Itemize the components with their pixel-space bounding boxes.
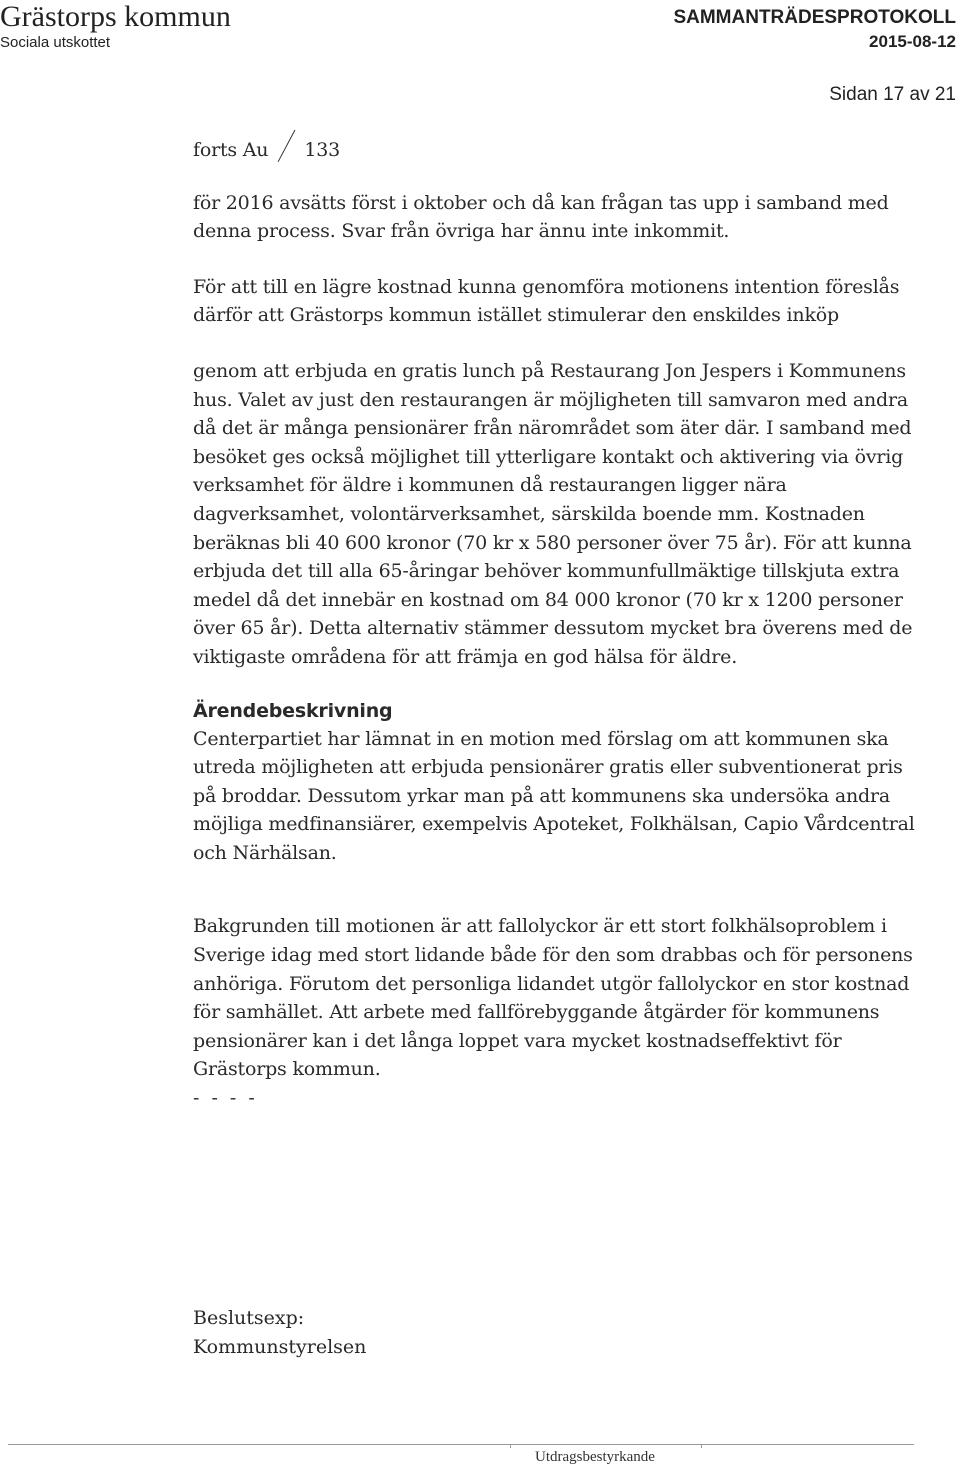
footer-label: Utdragsbestyrkande (535, 1449, 655, 1465)
page-number: Sidan 17 av 21 (829, 84, 956, 105)
section-heading: Ärendebeskrivning (193, 699, 393, 722)
decision-recipient: Kommunstyrelsen (193, 1335, 367, 1358)
document-body (193, 132, 928, 1113)
paragraph-3: genom att erbjuda en gratis lunch på Restaurang Jon Jespers i Kommunens hus. Valet av just den restaurangen är möjligheten till samvaron med andra då det är många pensionärer från närområdet som äter där. I samband med besöket ges också möjlighet till ytterligare kontakt och aktivering via övrig verksamhet för äldre i kommunen då restaurangen ligger nära dagverksamhet, volontärverksamhet, särskilda boende mm. Kostnaden beräknas bli 40 600 kronor (70 kr x 580 personer över 75 år). För att kunna erbjuda det till alla 65-åringar behöver kommunfullmäktige tillskjuta extra medel då det innebär en kostnad om 84 000 kronor (70 kr x 1200 personer över 65 år). Detta alternativ stämmer dessutom mycket bra överens med de viktigaste områdena för att främja en god hälsa för äldre. (193, 359, 913, 668)
decision-block (193, 1304, 366, 1361)
header-date: 2015-08-12 (869, 32, 956, 51)
header-department: Sociala utskottet (0, 34, 111, 51)
separator: - - - - (193, 1087, 258, 1110)
section-sign-icon (276, 132, 298, 162)
case-reference (193, 132, 928, 165)
section-paragraph-1: Centerpartiet har lämnat in en motion med förslag om att kommunen ska utreda möjligheten att erbjuda pensionärer gratis eller subventionerat pris på broddar. Dessutom yrkar man på att kommunens ska undersöka andra möjliga medfinansiärer, exempelvis Apoteket, Folkhälsan, Capio Vårdcentral och Närhälsan. (193, 727, 915, 864)
footer-divider (8, 1444, 914, 1445)
footer-signature-box (510, 1444, 702, 1448)
paragraph-2: För att till en lägre kostnad kunna genomföra motionens intention föreslås därför att Grästorps kommun istället stimulerar den enskildes inköp (193, 275, 900, 327)
paragraph-1: för 2016 avsätts först i oktober och då kan frågan tas upp i samband med denna process. Svar från övriga har ännu inte inkommit. (193, 191, 889, 243)
section-paragraph-2: Bakgrunden till motionen är att fallolyckor är ett stort folkhälsoproblem i Sverige idag med stort lidande både för den som drabbas och för personens anhöriga. Förutom det personliga lidandet utgör fallolyckor en stor kostnad för samhället. Att arbete med fallförebyggande åtgärder för kommunens pensionärer kan i det långa loppet vara mycket kostnadseffektivt för Grästorps kommun. (193, 915, 913, 1081)
case-reference-number: 133 (304, 139, 341, 161)
header-document-type: SAMMANTRÄDESPROTOKOLL (673, 7, 956, 28)
header-organization: Grästorps kommun (0, 0, 231, 33)
case-reference-prefix: forts Au (193, 139, 269, 161)
decision-label: Beslutsexp: (193, 1307, 305, 1329)
